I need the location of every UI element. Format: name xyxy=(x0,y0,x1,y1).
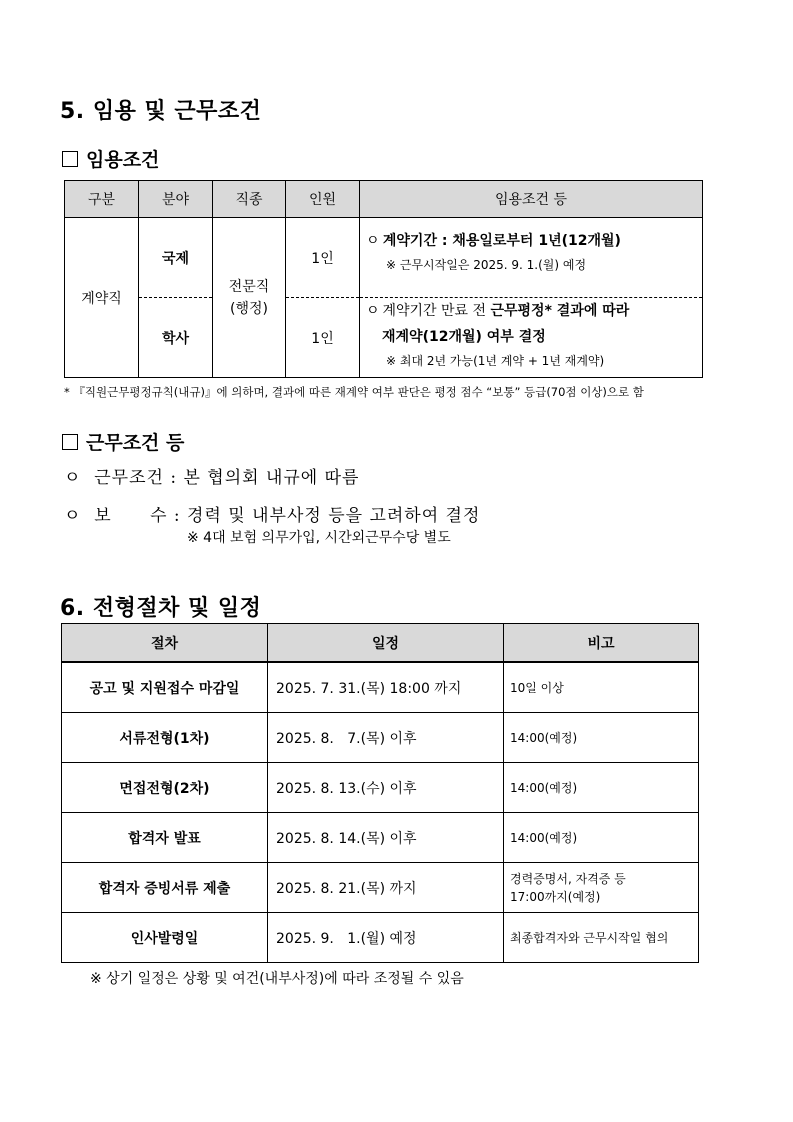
date-cell: 2025. 8. 7.(목) 이후 xyxy=(268,713,504,763)
step-cell: 서류전형(1차) xyxy=(62,713,268,763)
header-memo: 비고 xyxy=(504,624,699,663)
memo-cell: 최종합격자와 근무시작일 협의 xyxy=(504,913,699,963)
header-field: 분야 xyxy=(139,181,213,218)
header-step: 절차 xyxy=(62,624,268,663)
condition-2-note: ※ 최대 2년 가능(1년 계약 + 1년 재계약) xyxy=(386,354,605,368)
job-line1: 전문직 xyxy=(228,278,270,295)
table-row xyxy=(62,863,699,913)
cell-field-international: 국제 xyxy=(139,218,213,298)
subheading-appointment xyxy=(62,145,159,172)
section5-title: 5. 임용 및 근무조건 xyxy=(60,99,262,124)
cell-type: 계약직 xyxy=(65,218,139,378)
checkbox-square-icon xyxy=(62,151,78,167)
memo-cell xyxy=(504,863,699,913)
pay-note: ※ 4대 보험 의무가입, 시간외근무수당 별도 xyxy=(187,530,451,546)
memo-line1: 경력증명서, 자격증 등 xyxy=(510,871,626,886)
step-cell: 면접전형(2차) xyxy=(62,763,268,813)
cell-count-2: 1인 xyxy=(286,298,360,378)
subheading-work-label: 근무조건 등 xyxy=(86,432,185,454)
date-cell: 2025. 9. 1.(월) 예정 xyxy=(268,913,504,963)
work-condition-text: 근무조건 : 본 협의회 내규에 따름 xyxy=(94,468,360,488)
memo-cell: 14:00(예정) xyxy=(504,813,699,863)
appointment-footnote: * 『직원근무평정규칙(내규)』에 의하며, 결과에 따른 재계약 여부 판단은 평정 점수 “보통” 등급(70점 이상)으로 함 xyxy=(64,385,644,399)
date-cell: 2025. 8. 13.(수) 이후 xyxy=(268,763,504,813)
step-cell: 합격자 증빙서류 제출 xyxy=(62,863,268,913)
section6-title: 6. 전형절차 및 일정 xyxy=(60,596,262,621)
date-cell: 2025. 8. 21.(목) 까지 xyxy=(268,863,504,913)
bullet-circle: ㅇ xyxy=(366,303,380,319)
pay-text: 보 수 : 경력 및 내부사정 등을 고려하여 결정 xyxy=(94,506,481,526)
header-date: 일정 xyxy=(268,624,504,663)
job-line2: (행정) xyxy=(230,300,268,317)
subheading-work xyxy=(62,428,184,455)
table-row xyxy=(62,763,699,813)
memo-cell: 10일 이상 xyxy=(504,662,699,713)
schedule-table xyxy=(61,623,699,963)
memo-cell: 14:00(예정) xyxy=(504,713,699,763)
condition-1-note: ※ 근무시작일은 2025. 9. 1.(월) 예정 xyxy=(386,258,587,272)
condition-2-bold: 근무평정* 결과에 따라 xyxy=(490,303,630,319)
pay-line xyxy=(64,501,480,526)
header-count: 인원 xyxy=(286,181,360,218)
bullet-circle: ㅇ xyxy=(64,468,82,488)
condition-2-pre: 계약기간 만료 전 xyxy=(382,303,491,319)
bullet-circle: ㅇ xyxy=(366,233,380,249)
date-cell: 2025. 7. 31.(목) 18:00 까지 xyxy=(268,662,504,713)
header-category: 구분 xyxy=(65,181,139,218)
cell-field-academic: 학사 xyxy=(139,298,213,378)
step-cell: 합격자 발표 xyxy=(62,813,268,863)
header-conditions: 임용조건 등 xyxy=(360,181,703,218)
subheading-appointment-label: 임용조건 xyxy=(86,149,160,171)
table-row xyxy=(62,813,699,863)
work-condition-line xyxy=(64,463,359,488)
step-cell: 인사발령일 xyxy=(62,913,268,963)
cell-condition-2 xyxy=(360,298,703,378)
step-cell: 공고 및 지원접수 마감일 xyxy=(62,662,268,713)
condition-1-text: 계약기간 : 채용일로부터 1년(12개월) xyxy=(382,233,621,249)
cell-job xyxy=(213,218,286,378)
cell-condition-1 xyxy=(360,218,703,298)
memo-cell: 14:00(예정) xyxy=(504,763,699,813)
date-cell: 2025. 8. 14.(목) 이후 xyxy=(268,813,504,863)
header-job: 직종 xyxy=(213,181,286,218)
bullet-circle: ㅇ xyxy=(64,506,82,526)
cell-count-1: 1인 xyxy=(286,218,360,298)
checkbox-square-icon xyxy=(62,434,78,450)
schedule-footnote: ※ 상기 일정은 상황 및 여건(내부사정)에 따라 조정될 수 있음 xyxy=(90,971,464,987)
memo-line2: 17:00까지(예정) xyxy=(510,889,601,904)
appointment-table xyxy=(64,180,703,378)
table-row xyxy=(62,662,699,713)
table-row xyxy=(62,713,699,763)
condition-2-line2: 재계약(12개월) 여부 결정 xyxy=(382,329,546,345)
table-row xyxy=(62,913,699,963)
